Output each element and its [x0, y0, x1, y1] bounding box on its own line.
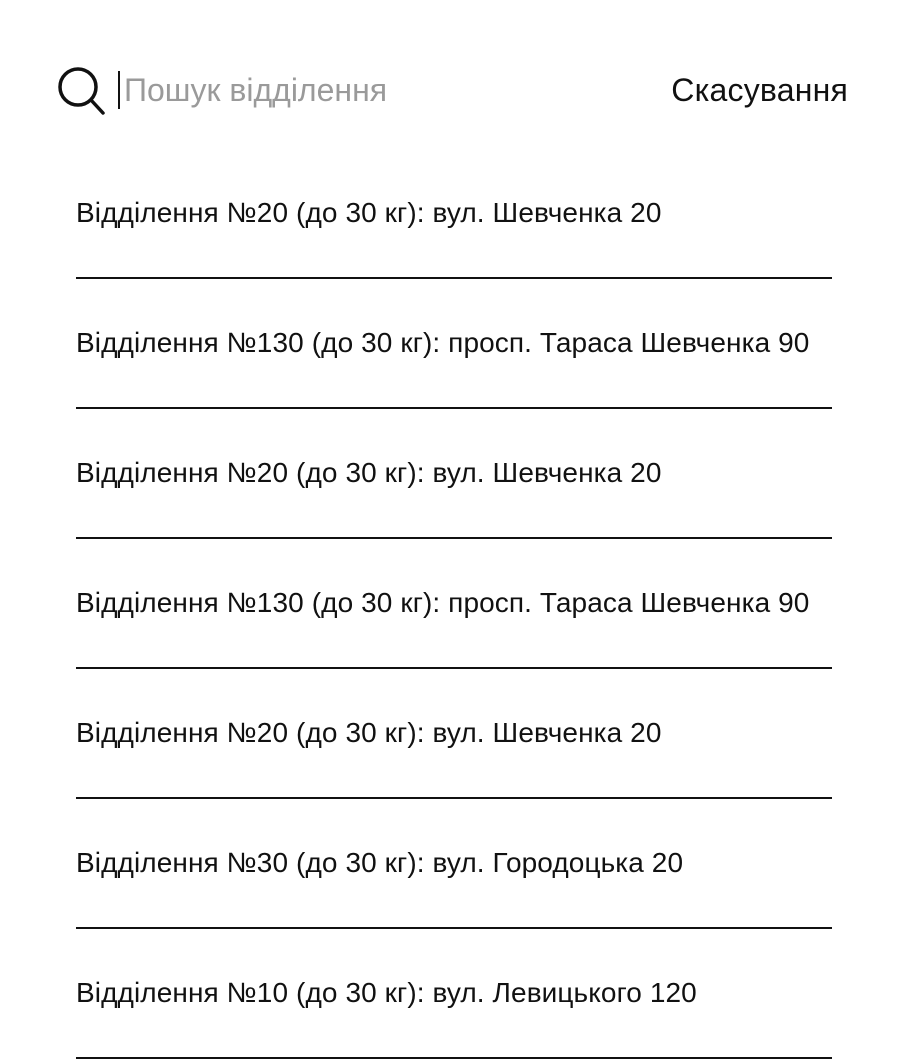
text-caret — [118, 71, 120, 109]
list-item[interactable] — [76, 690, 832, 799]
list-item[interactable] — [76, 430, 832, 539]
list-item[interactable] — [76, 820, 832, 929]
cancel-button[interactable]: Скасування — [671, 71, 848, 108]
branch-label: Відділення №130 (до 30 кг): просп. Тараса Шевченка 90 — [76, 327, 810, 358]
list-item[interactable] — [76, 300, 832, 409]
list-item[interactable] — [76, 950, 832, 1059]
branch-list — [76, 170, 832, 1060]
search-bar — [56, 64, 848, 116]
search-input[interactable] — [124, 64, 564, 116]
branch-label: Відділення №20 (до 30 кг): вул. Шевченка 20 — [76, 457, 662, 488]
list-item[interactable] — [76, 170, 832, 279]
branch-label: Відділення №20 (до 30 кг): вул. Шевченка 20 — [76, 197, 662, 228]
list-item[interactable] — [76, 560, 832, 669]
branch-label: Відділення №130 (до 30 кг): просп. Тараса Шевченка 90 — [76, 587, 810, 618]
branch-label: Відділення №30 (до 30 кг): вул. Городоцька 20 — [76, 847, 684, 878]
branch-label: Відділення №10 (до 30 кг): вул. Левицького 120 — [76, 977, 697, 1008]
search-icon[interactable] — [56, 64, 106, 116]
branch-label: Відділення №20 (до 30 кг): вул. Шевченка 20 — [76, 717, 662, 748]
